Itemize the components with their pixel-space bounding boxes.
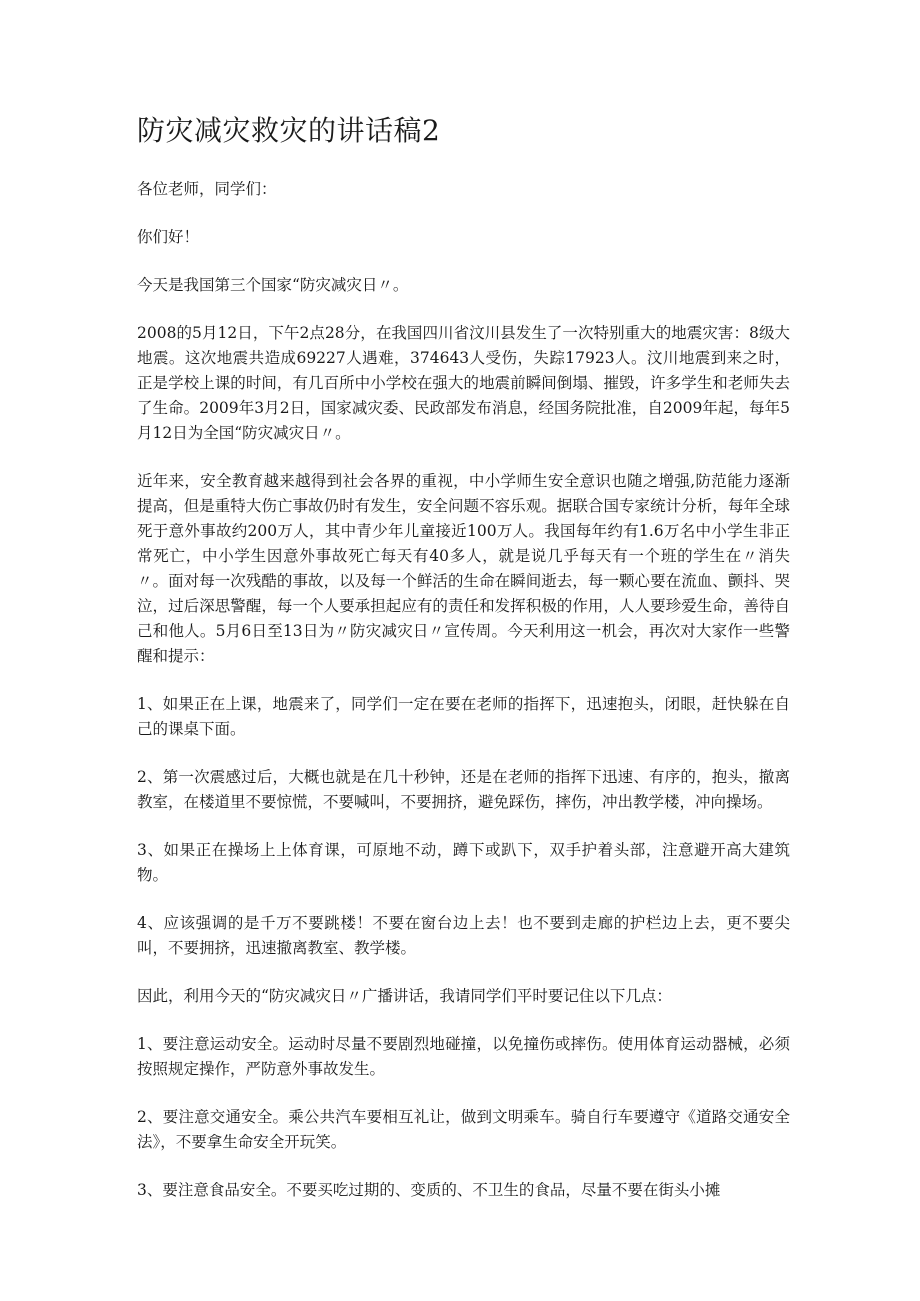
reminder-intro-paragraph: 因此，利用今天的“防灾减灾日〃广播讲话，我请同学们平时要记住以下几点： <box>137 987 672 1005</box>
document-title: 防灾减灾救灾的讲话稿2 <box>137 114 441 147</box>
safety-education-paragraph: 近年来，安全教育越来越得到社会各界的重视，中小学师生安全意识也随之增强,防范能力逐渐提高，但是重特大伤亡事故仍时有发生，安全问题不容乐观。据联合国专家统计分析，每年全球死于意外事故约200万人，其中青少年儿童接近100万人。我国每年约有1.6万名中小学生非正常死亡，中小学生因意外事故死亡每天有40多人，就是说几乎每天有一个班的学生在〃消失〃。面对每一次残酷的事故，以及每一个鲜活的生命在瞬间逝去，每一颗心要在流血、颤抖、哭泣，过后深思警醒，每一个人要承担起应有的责任和发挥积极的作用，人人要珍爱生命，善待自己和他人。5月6日至13日为〃防灾减灾日〃宣传周。今天利用这一机会，再次对大家作一些警醒和提示： <box>137 472 790 665</box>
intro-paragraph: 今天是我国第三个国家“防灾减灾日〃。 <box>137 276 409 294</box>
earthquake-tip-1: 1、如果正在上课，地震来了，同学们一定在要在老师的指挥下，迅速抱头，闭眼，赶快躲在自己的课桌下面。 <box>137 695 790 738</box>
reminder-item-3: 3、要注意食品安全。不要买吃过期的、变质的、不卫生的食品，尽量不要在街头小摊 <box>137 1181 721 1199</box>
salutation-paragraph: 你们好！ <box>137 228 200 246</box>
reminder-item-2: 2、要注意交通安全。乘公共汽车要相互礼让，做到文明乘车。骑自行车要遵守《道路交通安全法》，不要拿生命安全开玩笑。 <box>137 1108 790 1151</box>
earthquake-tip-3: 3、如果正在操场上上体育课，可原地不动，蹲下或趴下，双手护着头部，注意避开高大建筑物。 <box>137 841 790 884</box>
earthquake-tip-2: 2、第一次震感过后，大概也就是在几十秒钟，还是在老师的指挥下迅速、有序的，抱头，撤离教室，在楼道里不要惊慌，不要喊叫，不要拥挤，避免踩伤，摔伤，冲出教学楼，冲向操场。 <box>137 768 790 811</box>
greeting-paragraph: 各位老师，同学们： <box>137 180 277 198</box>
earthquake-tip-4: 4、应该强调的是千万不要跳楼！不要在窗台边上去！也不要到走廊的护栏边上去，更不要尖叫，不要拥挤，迅速撤离教室、教学楼。 <box>137 914 790 957</box>
history-paragraph: 2008的5月12日，下午2点28分，在我国四川省汶川县发生了一次特别重大的地震灾害：8级大地震。这次地震共造成69227人遇难，374643人受伤，失踪17923人。汶川地震到来之时，正是学校上课的时间，有几百所中小学校在强大的地震前瞬间倒塌、摧毁，许多学生和老师失去了生命。2009年3月2日，国家减灾委、民政部发布消息，经国务院批准，自2009年起，每年5月12日为全国“防灾减灾日〃。 <box>137 324 790 442</box>
reminder-item-1: 1、要注意运动安全。运动时尽量不要剧烈地碰撞，以免撞伤或摔伤。使用体育运动器械，必须按照规定操作，严防意外事故发生。 <box>137 1035 790 1078</box>
